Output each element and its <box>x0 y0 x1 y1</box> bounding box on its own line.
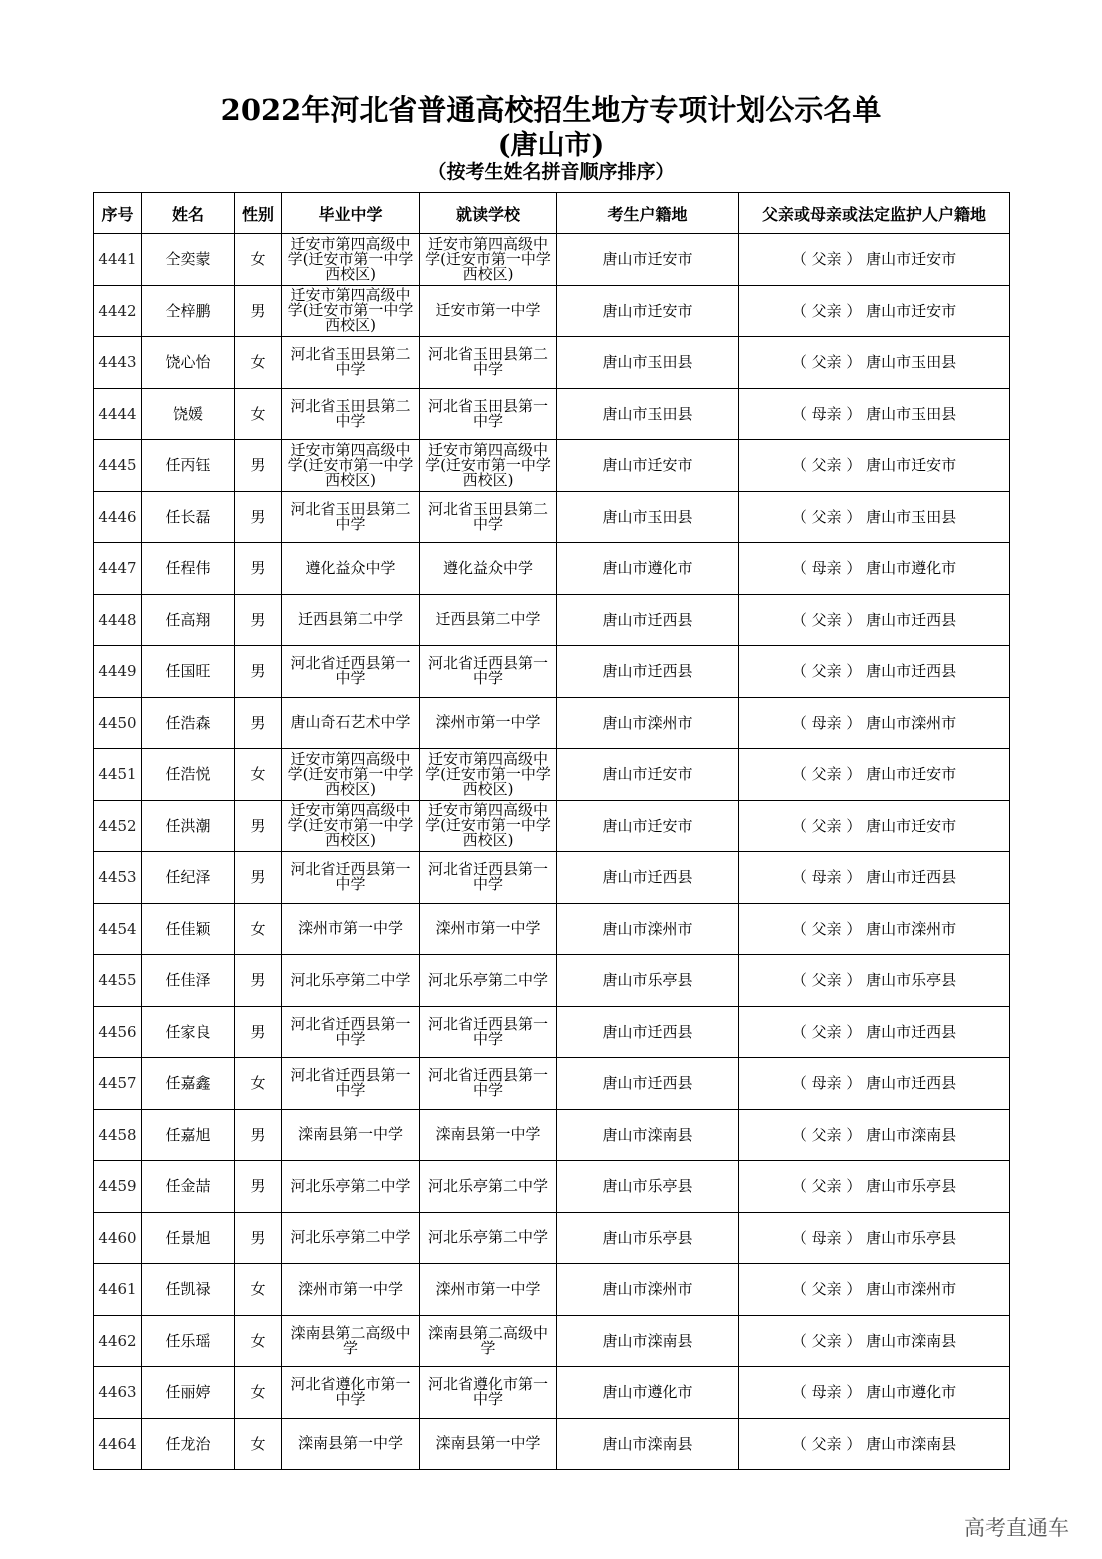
cell-current-school: 河北乐亭第二中学 <box>420 955 557 1007</box>
cell-name: 任嘉鑫 <box>142 1058 235 1110</box>
cell-current-school: 滦州市第一中学 <box>420 903 557 955</box>
cell-number: 4448 <box>94 594 142 646</box>
cell-graduated-school: 滦南县第一中学 <box>282 1418 420 1470</box>
cell-gender: 男 <box>235 1161 282 1213</box>
cell-current-school: 迁安市第四高级中学(迁安市第一中学西校区) <box>420 800 557 852</box>
cell-guardian-hukou: （ 父亲 ） 唐山市滦州市 <box>739 903 1010 955</box>
cell-guardian-hukou: （ 母亲 ） 唐山市遵化市 <box>739 1367 1010 1419</box>
header-graduated-school: 毕业中学 <box>282 193 420 234</box>
cell-graduated-school: 滦南县第二高级中学 <box>282 1315 420 1367</box>
cell-graduated-school: 迁安市第四高级中学(迁安市第一中学西校区) <box>282 749 420 801</box>
cell-hukou: 唐山市迁安市 <box>557 800 739 852</box>
cell-number: 4463 <box>94 1367 142 1419</box>
cell-hukou: 唐山市迁西县 <box>557 646 739 698</box>
cell-current-school: 河北省遵化市第一中学 <box>420 1367 557 1419</box>
header-name: 姓名 <box>142 193 235 234</box>
cell-number: 4444 <box>94 388 142 440</box>
table-row <box>94 1006 1010 1058</box>
cell-name: 仝梓鹏 <box>142 285 235 337</box>
cell-current-school: 迁安市第四高级中学(迁安市第一中学西校区) <box>420 234 557 286</box>
cell-graduated-school: 河北省玉田县第二中学 <box>282 337 420 389</box>
cell-name: 任龙治 <box>142 1418 235 1470</box>
cell-hukou: 唐山市滦南县 <box>557 1315 739 1367</box>
cell-hukou: 唐山市滦州市 <box>557 903 739 955</box>
cell-graduated-school: 滦州市第一中学 <box>282 903 420 955</box>
table-row <box>94 1264 1010 1316</box>
cell-guardian-hukou: （ 母亲 ） 唐山市滦州市 <box>739 697 1010 749</box>
cell-hukou: 唐山市遵化市 <box>557 543 739 595</box>
cell-gender: 女 <box>235 1264 282 1316</box>
sort-note: （按考生姓名拼音顺序排序） <box>427 161 675 183</box>
cell-gender: 女 <box>235 1367 282 1419</box>
cell-hukou: 唐山市迁安市 <box>557 440 739 492</box>
cell-guardian-hukou: （ 父亲 ） 唐山市迁西县 <box>739 594 1010 646</box>
cell-guardian-hukou: （ 母亲 ） 唐山市迁西县 <box>739 852 1010 904</box>
cell-number: 4464 <box>94 1418 142 1470</box>
cell-gender: 男 <box>235 285 282 337</box>
cell-hukou: 唐山市遵化市 <box>557 1367 739 1419</box>
cell-current-school: 河北乐亭第二中学 <box>420 1161 557 1213</box>
cell-hukou: 唐山市滦南县 <box>557 1418 739 1470</box>
cell-current-school: 迁西县第二中学 <box>420 594 557 646</box>
cell-current-school: 滦南县第一中学 <box>420 1418 557 1470</box>
cell-graduated-school: 滦州市第一中学 <box>282 1264 420 1316</box>
cell-guardian-hukou: （ 父亲 ） 唐山市乐亭县 <box>739 1161 1010 1213</box>
table-row <box>94 285 1010 337</box>
cell-graduated-school: 迁安市第四高级中学(迁安市第一中学西校区) <box>282 285 420 337</box>
cell-current-school: 滦南县第一中学 <box>420 1109 557 1161</box>
table-row <box>94 955 1010 1007</box>
cell-hukou: 唐山市迁安市 <box>557 285 739 337</box>
cell-name: 任纪泽 <box>142 852 235 904</box>
cell-gender: 女 <box>235 1315 282 1367</box>
table-row <box>94 234 1010 286</box>
header-no: 序号 <box>94 193 142 234</box>
cell-gender: 男 <box>235 646 282 698</box>
cell-guardian-hukou: （ 母亲 ） 唐山市迁西县 <box>739 1058 1010 1110</box>
cell-gender: 男 <box>235 1212 282 1264</box>
cell-hukou: 唐山市乐亭县 <box>557 1212 739 1264</box>
roster-table <box>93 192 1010 1470</box>
cell-guardian-hukou: （ 父亲 ） 唐山市迁安市 <box>739 440 1010 492</box>
header-gender: 性别 <box>235 193 282 234</box>
cell-name: 任浩悦 <box>142 749 235 801</box>
cell-hukou: 唐山市乐亭县 <box>557 1161 739 1213</box>
cell-gender: 女 <box>235 388 282 440</box>
cell-guardian-hukou: （ 父亲 ） 唐山市滦南县 <box>739 1315 1010 1367</box>
cell-hukou: 唐山市玉田县 <box>557 388 739 440</box>
cell-name: 任程伟 <box>142 543 235 595</box>
cell-graduated-school: 河北省玉田县第二中学 <box>282 388 420 440</box>
cell-number: 4449 <box>94 646 142 698</box>
cell-number: 4462 <box>94 1315 142 1367</box>
cell-gender: 男 <box>235 491 282 543</box>
table-row <box>94 543 1010 595</box>
cell-hukou: 唐山市迁西县 <box>557 1006 739 1058</box>
cell-gender: 男 <box>235 955 282 1007</box>
cell-guardian-hukou: （ 母亲 ） 唐山市遵化市 <box>739 543 1010 595</box>
cell-number: 4460 <box>94 1212 142 1264</box>
cell-gender: 男 <box>235 594 282 646</box>
cell-guardian-hukou: （ 父亲 ） 唐山市迁安市 <box>739 234 1010 286</box>
cell-gender: 男 <box>235 440 282 492</box>
table-row <box>94 1212 1010 1264</box>
cell-name: 任凯禄 <box>142 1264 235 1316</box>
cell-current-school: 河北省迁西县第一中学 <box>420 1006 557 1058</box>
cell-number: 4453 <box>94 852 142 904</box>
cell-guardian-hukou: （ 父亲 ） 唐山市滦南县 <box>739 1109 1010 1161</box>
cell-hukou: 唐山市玉田县 <box>557 491 739 543</box>
cell-name: 任丽婷 <box>142 1367 235 1419</box>
cell-current-school: 迁安市第四高级中学(迁安市第一中学西校区) <box>420 440 557 492</box>
cell-graduated-school: 河北乐亭第二中学 <box>282 955 420 1007</box>
cell-graduated-school: 河北省玉田县第二中学 <box>282 491 420 543</box>
table-row <box>94 337 1010 389</box>
cell-gender: 女 <box>235 1418 282 1470</box>
table-row <box>94 1418 1010 1470</box>
table-row <box>94 903 1010 955</box>
cell-number: 4446 <box>94 491 142 543</box>
table-row <box>94 594 1010 646</box>
cell-graduated-school: 滦南县第一中学 <box>282 1109 420 1161</box>
cell-graduated-school: 河北乐亭第二中学 <box>282 1161 420 1213</box>
cell-number: 4455 <box>94 955 142 1007</box>
cell-name: 任金喆 <box>142 1161 235 1213</box>
table-row <box>94 1109 1010 1161</box>
table-row <box>94 1315 1010 1367</box>
cell-number: 4450 <box>94 697 142 749</box>
table-row <box>94 1161 1010 1213</box>
cell-current-school: 迁安市第一中学 <box>420 285 557 337</box>
cell-guardian-hukou: （ 父亲 ） 唐山市迁西县 <box>739 646 1010 698</box>
cell-name: 任家良 <box>142 1006 235 1058</box>
cell-hukou: 唐山市滦州市 <box>557 1264 739 1316</box>
cell-number: 4441 <box>94 234 142 286</box>
cell-name: 任长磊 <box>142 491 235 543</box>
cell-guardian-hukou: （ 父亲 ） 唐山市迁西县 <box>739 1006 1010 1058</box>
table-row <box>94 388 1010 440</box>
cell-current-school: 河北省玉田县第一中学 <box>420 388 557 440</box>
cell-current-school: 河北省玉田县第二中学 <box>420 491 557 543</box>
cell-number: 4459 <box>94 1161 142 1213</box>
cell-hukou: 唐山市玉田县 <box>557 337 739 389</box>
cell-current-school: 迁安市第四高级中学(迁安市第一中学西校区) <box>420 749 557 801</box>
cell-graduated-school: 迁西县第二中学 <box>282 594 420 646</box>
cell-hukou: 唐山市迁西县 <box>557 1058 739 1110</box>
cell-hukou: 唐山市滦州市 <box>557 697 739 749</box>
cell-name: 饶心怡 <box>142 337 235 389</box>
cell-number: 4447 <box>94 543 142 595</box>
cell-current-school: 遵化益众中学 <box>420 543 557 595</box>
cell-current-school: 河北省迁西县第一中学 <box>420 1058 557 1110</box>
cell-hukou: 唐山市迁安市 <box>557 234 739 286</box>
cell-graduated-school: 迁安市第四高级中学(迁安市第一中学西校区) <box>282 234 420 286</box>
cell-name: 任丙钰 <box>142 440 235 492</box>
cell-number: 4443 <box>94 337 142 389</box>
cell-guardian-hukou: （ 父亲 ） 唐山市乐亭县 <box>739 955 1010 1007</box>
table-row <box>94 646 1010 698</box>
cell-guardian-hukou: （ 父亲 ） 唐山市玉田县 <box>739 491 1010 543</box>
cell-current-school: 河北乐亭第二中学 <box>420 1212 557 1264</box>
cell-name: 任景旭 <box>142 1212 235 1264</box>
cell-name: 任高翔 <box>142 594 235 646</box>
table-row <box>94 697 1010 749</box>
cell-name: 任嘉旭 <box>142 1109 235 1161</box>
cell-name: 任浩森 <box>142 697 235 749</box>
cell-graduated-school: 河北省迁西县第一中学 <box>282 1058 420 1110</box>
cell-guardian-hukou: （ 父亲 ） 唐山市迁安市 <box>739 749 1010 801</box>
cell-number: 4452 <box>94 800 142 852</box>
cell-hukou: 唐山市滦南县 <box>557 1109 739 1161</box>
cell-name: 任佳泽 <box>142 955 235 1007</box>
cell-graduated-school: 唐山奇石艺术中学 <box>282 697 420 749</box>
cell-name: 任乐瑶 <box>142 1315 235 1367</box>
cell-gender: 男 <box>235 800 282 852</box>
cell-graduated-school: 迁安市第四高级中学(迁安市第一中学西校区) <box>282 800 420 852</box>
cell-gender: 女 <box>235 903 282 955</box>
table-row <box>94 491 1010 543</box>
cell-name: 任佳颖 <box>142 903 235 955</box>
cell-guardian-hukou: （ 母亲 ） 唐山市玉田县 <box>739 388 1010 440</box>
cell-graduated-school: 迁安市第四高级中学(迁安市第一中学西校区) <box>282 440 420 492</box>
table-row <box>94 1058 1010 1110</box>
cell-graduated-school: 河北省迁西县第一中学 <box>282 646 420 698</box>
cell-number: 4458 <box>94 1109 142 1161</box>
cell-gender: 女 <box>235 749 282 801</box>
cell-gender: 男 <box>235 1006 282 1058</box>
cell-hukou: 唐山市迁西县 <box>557 594 739 646</box>
cell-graduated-school: 河北省迁西县第一中学 <box>282 852 420 904</box>
cell-gender: 男 <box>235 1109 282 1161</box>
cell-guardian-hukou: （ 母亲 ） 唐山市乐亭县 <box>739 1212 1010 1264</box>
table-row <box>94 852 1010 904</box>
cell-number: 4442 <box>94 285 142 337</box>
header-hukou: 考生户籍地 <box>557 193 739 234</box>
table-row <box>94 1367 1010 1419</box>
table-row <box>94 440 1010 492</box>
cell-gender: 女 <box>235 1058 282 1110</box>
cell-number: 4461 <box>94 1264 142 1316</box>
cell-name: 仝奕蒙 <box>142 234 235 286</box>
cell-gender: 男 <box>235 697 282 749</box>
cell-hukou: 唐山市乐亭县 <box>557 955 739 1007</box>
cell-guardian-hukou: （ 父亲 ） 唐山市滦南县 <box>739 1418 1010 1470</box>
cell-guardian-hukou: （ 父亲 ） 唐山市迁安市 <box>739 285 1010 337</box>
cell-guardian-hukou: （ 父亲 ） 唐山市玉田县 <box>739 337 1010 389</box>
table-header-row <box>94 193 1010 234</box>
cell-hukou: 唐山市迁安市 <box>557 749 739 801</box>
cell-name: 任洪潮 <box>142 800 235 852</box>
cell-gender: 男 <box>235 543 282 595</box>
cell-current-school: 河北省迁西县第一中学 <box>420 646 557 698</box>
header-guardian-hukou: 父亲或母亲或法定监护人户籍地 <box>739 193 1010 234</box>
table-row <box>94 800 1010 852</box>
cell-guardian-hukou: （ 父亲 ） 唐山市滦州市 <box>739 1264 1010 1316</box>
header-current-school: 就读学校 <box>420 193 557 234</box>
page-title: 2022年河北省普通高校招生地方专项计划公示名单 <box>220 93 882 127</box>
cell-current-school: 滦州市第一中学 <box>420 1264 557 1316</box>
table-row <box>94 749 1010 801</box>
cell-current-school: 河北省玉田县第二中学 <box>420 337 557 389</box>
cell-number: 4445 <box>94 440 142 492</box>
page-subtitle: (唐山市) <box>497 130 605 161</box>
cell-name: 任国旺 <box>142 646 235 698</box>
cell-current-school: 滦州市第一中学 <box>420 697 557 749</box>
cell-graduated-school: 河北省遵化市第一中学 <box>282 1367 420 1419</box>
cell-graduated-school: 河北乐亭第二中学 <box>282 1212 420 1264</box>
cell-gender: 女 <box>235 234 282 286</box>
cell-current-school: 滦南县第二高级中学 <box>420 1315 557 1367</box>
cell-gender: 女 <box>235 337 282 389</box>
cell-graduated-school: 河北省迁西县第一中学 <box>282 1006 420 1058</box>
cell-guardian-hukou: （ 父亲 ） 唐山市迁安市 <box>739 800 1010 852</box>
cell-hukou: 唐山市迁西县 <box>557 852 739 904</box>
cell-name: 饶媛 <box>142 388 235 440</box>
cell-graduated-school: 遵化益众中学 <box>282 543 420 595</box>
cell-gender: 男 <box>235 852 282 904</box>
cell-number: 4457 <box>94 1058 142 1110</box>
cell-number: 4451 <box>94 749 142 801</box>
watermark: 高考直通车 <box>964 1516 1069 1540</box>
cell-number: 4456 <box>94 1006 142 1058</box>
cell-current-school: 河北省迁西县第一中学 <box>420 852 557 904</box>
cell-number: 4454 <box>94 903 142 955</box>
